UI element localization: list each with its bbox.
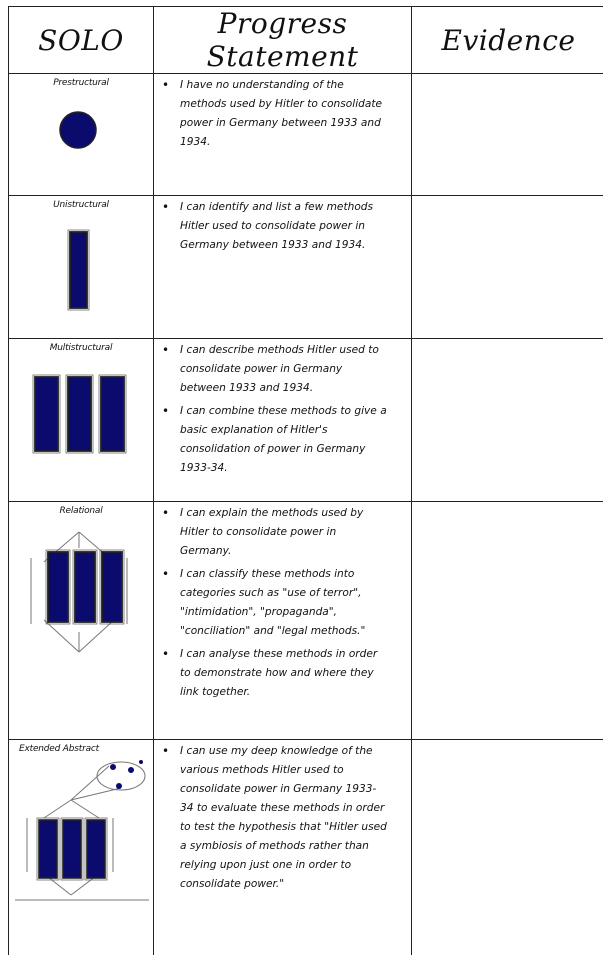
filled-circle-icon — [9, 74, 154, 196]
header-row — [9, 7, 603, 74]
connector-lines — [15, 762, 149, 900]
evidence-cell-prestructural[interactable] — [412, 74, 603, 196]
table-row — [9, 74, 603, 196]
statement-item: • I can analyse these methods in order to demonstrate how and where they link together. — [180, 645, 405, 702]
statement-cell — [154, 196, 412, 339]
statement-item: • I can describe methods Hitler used to consolidate power in Germany between 1933 and 1934. — [180, 341, 405, 398]
statement-item: • I have no understanding of the methods used by Hitler to consolidate power in Germany between 1933 and 1934. — [180, 76, 405, 152]
statement-cell — [154, 740, 412, 955]
statement-cell — [154, 502, 412, 740]
level-name: Unistructural — [9, 200, 153, 210]
header-evidence: Evidence — [412, 7, 603, 74]
evidence-cell-extended-abstract[interactable] — [412, 740, 603, 955]
table-row — [9, 740, 603, 955]
table-row — [9, 502, 603, 740]
statement-cell — [154, 74, 412, 196]
header-solo: SOLO — [9, 7, 154, 74]
level-cell-unistructural — [9, 196, 154, 339]
linked-bars-icon — [9, 502, 154, 740]
single-bar-icon — [9, 196, 154, 339]
statement-item: • I can classify these methods into categories such as "use of terror", "intimidation", "propaganda", "conciliation" and "legal methods." — [180, 565, 405, 641]
evidence-cell-unistructural[interactable] — [412, 196, 603, 339]
solo-table — [8, 6, 603, 955]
level-name: Prestructural — [9, 78, 153, 88]
level-cell-prestructural — [9, 74, 154, 196]
level-cell-extended-abstract — [9, 740, 154, 955]
statement-item: • I can combine these methods to give a basic explanation of Hitler's consolidation of power in Germany 1933-34. — [180, 402, 405, 478]
extended-bars-icon — [9, 740, 154, 955]
evidence-cell-relational[interactable] — [412, 502, 603, 740]
level-name: Extended Abstract — [9, 744, 153, 754]
level-name: Relational — [9, 506, 153, 516]
statement-item: • I can explain the methods used by Hitler to consolidate power in Germany. — [180, 504, 405, 561]
table-row — [9, 196, 603, 339]
table-row — [9, 339, 603, 502]
level-cell-multistructural — [9, 339, 154, 502]
level-name: Multistructural — [9, 343, 153, 353]
header-progress-statement: Progress Statement — [154, 7, 412, 74]
statement-item: • I can use my deep knowledge of the various methods Hitler used to consolidate power in Germany 1933-34 to evaluate these methods in order to test the hypothesis that "Hitler used a symbiosis of methods rather than relying upon just one in order to consolidate power." — [180, 742, 405, 894]
statement-cell — [154, 339, 412, 502]
evidence-cell-multistructural[interactable] — [412, 339, 603, 502]
three-bars-icon — [9, 339, 154, 502]
level-cell-relational — [9, 502, 154, 740]
statement-item: • I can identify and list a few methods Hitler used to consolidate power in Germany between 1933 and 1934. — [180, 198, 405, 255]
